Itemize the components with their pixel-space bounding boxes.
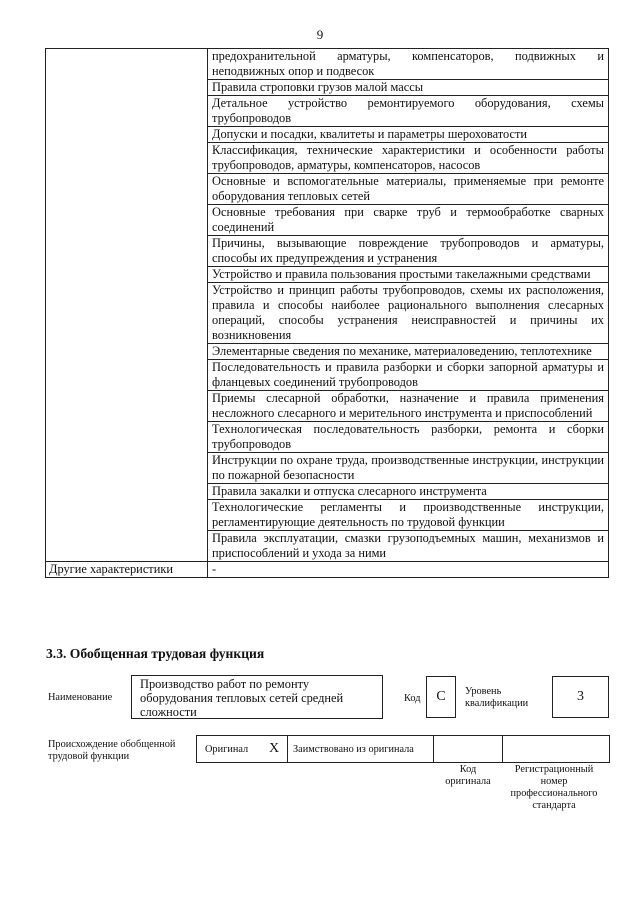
requirement-cell: Причины, вызывающие повреждение трубопроводов и арматуры, способы их предупреждения и устранения: [208, 236, 609, 267]
other-characteristics-label: Другие характеристики: [46, 562, 208, 578]
requirement-cell: Технологические регламенты и производственные инструкции, регламентирующие деятельность по трудовой функции: [208, 500, 609, 531]
requirement-cell: Устройство и правила пользования простыми такелажными средствами: [208, 267, 609, 283]
requirement-cell: Приемы слесарной обработки, назначение и правила применения несложного слесарного и мерительного инструмента и приспособлений: [208, 391, 609, 422]
other-characteristics-value: -: [208, 562, 609, 578]
table-row: [46, 49, 609, 80]
page-number: 9: [316, 27, 324, 42]
section-title: 3.3. Обобщенная трудовая функция: [46, 646, 265, 661]
requirement-cell: Технологическая последовательность разборки, ремонта и сборки трубопроводов: [208, 422, 609, 453]
requirement-cell: Устройство и принцип работы трубопроводов, схемы их расположения, правила и способы наиболее рационального выполнения слесарных операций, способы устранения неисправностей и причины их возникновения: [208, 283, 609, 344]
requirement-cell: предохранительной арматуры, компенсаторов, подвижных и неподвижных опор и подвесок: [208, 49, 609, 80]
table-row: [46, 562, 609, 578]
code-original-caption: Код оригинала: [445, 764, 491, 787]
borrowed-label: Заимствовано из оригинала: [293, 744, 414, 755]
requirement-cell: Допуски и посадки, квалитеты и параметры шероховатости: [208, 127, 609, 143]
knowledge-requirements-table: [45, 48, 609, 578]
requirement-cell: Основные требования при сварке труб и термообработке сварных соединений: [208, 205, 609, 236]
requirement-cell: Последовательность и правила разборки и сборки запорной арматуры и фланцевых соединений трубопроводов: [208, 360, 609, 391]
origin-table: [196, 735, 610, 763]
requirement-cell: Классификация, технические характеристики и особенности работы трубопроводов, арматуры, компенсаторов, насосов: [208, 143, 609, 174]
reg-number-caption: Регистрационный номер профессионального стандарта: [510, 764, 598, 811]
divider: [433, 736, 434, 762]
origin-label: Происхождение обобщенной трудовой функции: [48, 739, 176, 762]
row-label-cell: [46, 49, 208, 562]
code-label: Код: [404, 693, 421, 704]
requirement-cell: Основные и вспомогательные материалы, применяемые при ремонте оборудования тепловых сетей: [208, 174, 609, 205]
divider: [502, 736, 503, 762]
requirement-cell: Элементарные сведения по механике, материаловедению, теплотехнике: [208, 344, 609, 360]
function-name-field: Производство работ по ремонту оборудования тепловых сетей средней сложности: [131, 675, 383, 719]
level-field: 3: [552, 676, 609, 718]
name-label: Наименование: [48, 692, 113, 703]
requirement-cell: Правила эксплуатации, смазки грузоподъемных машин, механизмов и приспособлений и ухода за ними: [208, 531, 609, 562]
requirement-cell: Инструкции по охране труда, производственные инструкции, инструкции по пожарной безопасности: [208, 453, 609, 484]
original-mark: X: [269, 741, 280, 756]
requirement-cell: Правила строповки грузов малой массы: [208, 80, 609, 96]
level-label: Уровень квалификации: [465, 686, 529, 709]
code-field: C: [426, 676, 456, 718]
requirement-cell: Детальное устройство ремонтируемого оборудования, схемы трубопроводов: [208, 96, 609, 127]
divider: [287, 736, 288, 762]
original-label: Оригинал: [205, 744, 249, 755]
requirement-cell: Правила закалки и отпуска слесарного инструмента: [208, 484, 609, 500]
